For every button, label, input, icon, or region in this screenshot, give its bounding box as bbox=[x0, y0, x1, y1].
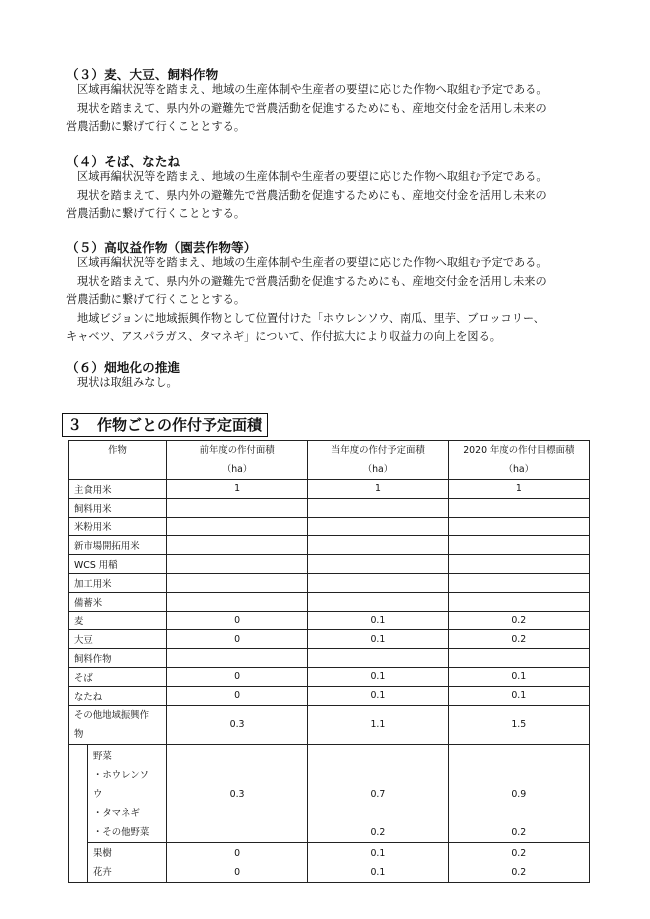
table-row bbox=[69, 630, 590, 649]
cell-prev bbox=[166, 842, 307, 882]
header-curr-label: 当年度の作付予定面積 bbox=[331, 445, 425, 456]
row-crop-name: 新市場開拓用米 bbox=[69, 536, 167, 555]
table-row bbox=[69, 536, 590, 555]
header-crop-label: 作物 bbox=[108, 445, 127, 456]
cell-target: 0.1 bbox=[448, 667, 589, 686]
flower-name: 花卉 bbox=[92, 866, 112, 878]
row-crop-name: 麦 bbox=[69, 611, 167, 630]
table-row bbox=[69, 649, 590, 668]
cell-target bbox=[448, 842, 589, 882]
section-body-4 bbox=[66, 168, 586, 224]
fruit-curr: 0.1 bbox=[370, 847, 386, 859]
veg-curr: 0.7 bbox=[370, 788, 386, 800]
cell-prev bbox=[166, 592, 307, 611]
veg-other-curr: 0.2 bbox=[370, 826, 386, 838]
fruit-prev: 0 bbox=[234, 847, 241, 859]
row-crop-name: 飼料作物 bbox=[69, 649, 167, 668]
section-heading-4: （４）そば、なたね bbox=[66, 154, 181, 169]
cell-prev: 0 bbox=[166, 667, 307, 686]
section-body-5 bbox=[66, 254, 586, 347]
cell-target bbox=[448, 649, 589, 668]
table-row bbox=[69, 611, 590, 630]
cell-prev bbox=[166, 744, 307, 842]
table-row bbox=[69, 686, 590, 705]
veg-other-target: 0.2 bbox=[511, 826, 527, 838]
body-line: 現状を踏まえて、県内外の避難先で営農活動を促進するためにも、産地交付金を活用し未来の bbox=[77, 274, 547, 288]
body-line: 区域再編状況等を踏まえ、地域の生産体制や生産者の要望に応じた作物へ取組む予定である。 bbox=[77, 256, 548, 269]
cell-prev bbox=[166, 498, 307, 517]
body-line: 現状を踏まえて、県内外の避難先で営農活動を促進するためにも、産地交付金を活用し未来の bbox=[77, 101, 547, 115]
indent-cell bbox=[69, 744, 88, 842]
cell-prev bbox=[166, 536, 307, 555]
section-heading-5: （５）高収益作物（園芸作物等） bbox=[66, 240, 257, 255]
cell-target: 1 bbox=[448, 480, 589, 499]
section-heading-6: （６）畑地化の推進 bbox=[66, 360, 181, 375]
cell-prev: 0 bbox=[166, 630, 307, 649]
table-row-other-crops bbox=[69, 705, 590, 744]
row-crop-name: 主食用米 bbox=[69, 480, 167, 499]
indent-cell bbox=[69, 842, 88, 882]
row-crop-name: WCS 用稲 bbox=[69, 555, 167, 574]
cell-curr bbox=[308, 517, 448, 536]
cell-prev: 0 bbox=[166, 611, 307, 630]
table-row bbox=[69, 667, 590, 686]
table-heading: ３ 作物ごとの作付予定面積 bbox=[62, 413, 268, 437]
header-curr bbox=[308, 441, 448, 480]
veg-item: ・ホウレンソ bbox=[92, 769, 149, 781]
cell-target bbox=[448, 573, 589, 592]
row-crop-name: 米粉用米 bbox=[69, 517, 167, 536]
cell-curr bbox=[308, 573, 448, 592]
cell-stack bbox=[167, 747, 307, 804]
cell-curr bbox=[308, 536, 448, 555]
row-crop-name: そば bbox=[69, 667, 167, 686]
cell-target bbox=[448, 744, 589, 842]
body-line: キャベツ、アスパラガス、タマネギ」について、作付拡大により収益力の向上を図る。 bbox=[66, 330, 501, 344]
header-unit: （ha） bbox=[221, 464, 253, 475]
header-target-label: 2020 年度の作付目標面積 bbox=[463, 445, 575, 456]
cell-stack bbox=[308, 747, 447, 842]
section-heading-3: （３）麦、大豆、飼料作物 bbox=[66, 67, 219, 82]
header-prev-label: 前年度の作付面積 bbox=[199, 445, 275, 456]
cell-curr: 0.1 bbox=[308, 630, 448, 649]
cell-stack bbox=[449, 747, 589, 842]
cell-target: 0.2 bbox=[448, 611, 589, 630]
row-crop-name: 飼料用米 bbox=[69, 498, 167, 517]
veg-item: ・タマネギ bbox=[92, 807, 140, 819]
cell-prev: 0 bbox=[166, 686, 307, 705]
row-crop-name: なたね bbox=[69, 686, 167, 705]
cell-prev: 1 bbox=[166, 480, 307, 499]
cell-curr bbox=[308, 498, 448, 517]
cell-curr bbox=[308, 842, 448, 882]
veg-prev: 0.3 bbox=[229, 788, 245, 800]
body-line: 営農活動に繋げて行くこととする。 bbox=[66, 120, 246, 134]
cell-prev: 0.3 bbox=[166, 705, 307, 744]
flower-curr: 0.1 bbox=[370, 866, 386, 878]
fruit-target: 0.2 bbox=[511, 847, 527, 859]
table-row bbox=[69, 480, 590, 499]
table-row bbox=[69, 555, 590, 574]
other-name-line-2: 物 bbox=[74, 728, 84, 740]
cell-target: 0.2 bbox=[448, 630, 589, 649]
cell-curr: 1 bbox=[308, 480, 448, 499]
cell-target bbox=[448, 498, 589, 517]
cell-curr: 1.1 bbox=[308, 705, 448, 744]
row-crop-name bbox=[87, 744, 166, 842]
header-unit: （ha） bbox=[362, 464, 394, 475]
table-row bbox=[69, 592, 590, 611]
body-line: 地域ビジョンに地域振興作物として位置付けた「ホウレンソウ、南瓜、里芋、ブロッコリー、 bbox=[77, 311, 545, 325]
flower-prev: 0 bbox=[234, 866, 241, 878]
section-body-6 bbox=[66, 374, 586, 393]
cell-target bbox=[448, 555, 589, 574]
cell-prev bbox=[166, 555, 307, 574]
veg-target: 0.9 bbox=[511, 788, 527, 800]
cell-curr bbox=[308, 744, 448, 842]
section-body-3 bbox=[66, 81, 586, 137]
crop-area-table bbox=[68, 440, 590, 883]
table-row-vegetables bbox=[69, 744, 590, 842]
body-line: 現状を踏まえて、県内外の避難先で営農活動を促進するためにも、産地交付金を活用し未来の bbox=[77, 188, 547, 202]
cell-stack bbox=[308, 844, 447, 882]
table-header-row bbox=[69, 441, 590, 480]
cell-curr: 0.1 bbox=[308, 611, 448, 630]
cell-curr: 0.1 bbox=[308, 667, 448, 686]
cell-target bbox=[448, 536, 589, 555]
table-row bbox=[69, 498, 590, 517]
body-line: 営農活動に繋げて行くこととする。 bbox=[66, 293, 246, 307]
header-unit: （ha） bbox=[503, 464, 535, 475]
body-line: 区域再編状況等を踏まえ、地域の生産体制や生産者の要望に応じた作物へ取組む予定である。 bbox=[77, 170, 548, 183]
row-crop-name: 大豆 bbox=[69, 630, 167, 649]
row-crop-name bbox=[87, 842, 166, 882]
row-crop-name bbox=[69, 705, 167, 744]
veg-item: ウ bbox=[92, 788, 103, 800]
table-row bbox=[69, 573, 590, 592]
cell-prev bbox=[166, 517, 307, 536]
other-name-line-1: その他地域振興作 bbox=[74, 709, 150, 721]
header-prev bbox=[166, 441, 307, 480]
cell-target: 0.1 bbox=[448, 686, 589, 705]
cell-stack bbox=[167, 844, 307, 882]
cell-target bbox=[448, 592, 589, 611]
cell-prev bbox=[166, 649, 307, 668]
body-line: 現状は取組みなし。 bbox=[77, 376, 178, 389]
veg-label: 野菜 bbox=[92, 750, 112, 762]
row-crop-name: 加工用米 bbox=[69, 573, 167, 592]
cell-curr bbox=[308, 649, 448, 668]
header-target bbox=[448, 441, 589, 480]
row-crop-name: 備蓄米 bbox=[69, 592, 167, 611]
cell-target: 1.5 bbox=[448, 705, 589, 744]
cell-prev bbox=[166, 573, 307, 592]
cell-curr: 0.1 bbox=[308, 686, 448, 705]
cell-stack bbox=[449, 844, 589, 882]
header-crop bbox=[69, 441, 167, 480]
fruit-name: 果樹 bbox=[92, 847, 112, 859]
table-row-fruit-flower bbox=[69, 842, 590, 882]
body-line: 営農活動に繋げて行くこととする。 bbox=[66, 207, 246, 221]
table-row bbox=[69, 517, 590, 536]
veg-item: ・その他野菜 bbox=[92, 826, 150, 838]
body-line: 区域再編状況等を踏まえ、地域の生産体制や生産者の要望に応じた作物へ取組む予定である。 bbox=[77, 83, 548, 96]
flower-target: 0.2 bbox=[511, 866, 527, 878]
cell-target bbox=[448, 517, 589, 536]
cell-curr bbox=[308, 592, 448, 611]
cell-curr bbox=[308, 555, 448, 574]
